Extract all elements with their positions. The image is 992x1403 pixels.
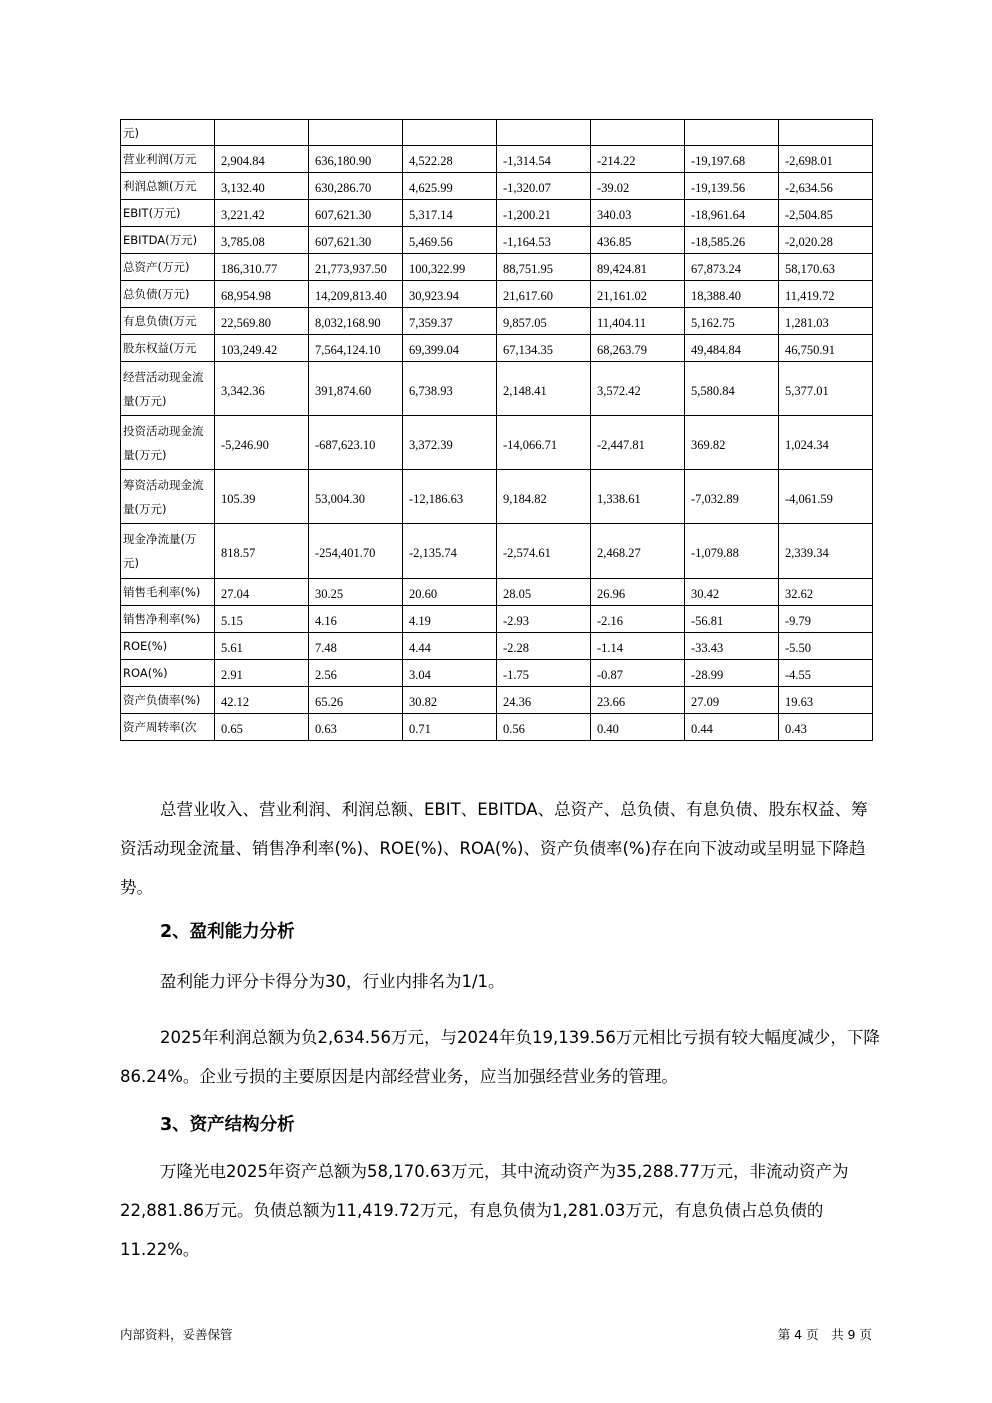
table-cell: 27.04 [215, 579, 309, 606]
table-cell: -4.55 [779, 660, 873, 687]
table-cell: 1,281.03 [779, 308, 873, 335]
section-3-heading: 3、资产结构分析 [160, 1115, 295, 1135]
row-label: 资产负债率(%) [121, 687, 215, 714]
table-cell: -2,447.81 [591, 416, 685, 470]
table-cell: 0.43 [779, 714, 873, 741]
table-cell: 1,338.61 [591, 470, 685, 524]
table-cell: 21,161.02 [591, 281, 685, 308]
table-row [121, 362, 873, 416]
row-label: 销售净利率(%) [121, 606, 215, 633]
table-cell: 9,857.05 [497, 308, 591, 335]
table-cell: 607,621.30 [309, 227, 403, 254]
table-cell: 636,180.90 [309, 146, 403, 173]
row-label: 总资产(万元) [121, 254, 215, 281]
table-cell: 27.09 [685, 687, 779, 714]
table-cell: 3,132.40 [215, 173, 309, 200]
table-cell: 0.65 [215, 714, 309, 741]
table-row [121, 173, 873, 200]
table-cell: 8,032,168.90 [309, 308, 403, 335]
table-cell: 3,221.42 [215, 200, 309, 227]
table-row [121, 660, 873, 687]
table-cell: 2,904.84 [215, 146, 309, 173]
table-cell: 58,170.63 [779, 254, 873, 281]
table-cell: 28.05 [497, 579, 591, 606]
table-cell: 68,263.79 [591, 335, 685, 362]
section-2-paragraph-2: 2025年利润总额为负2,634.56万元，与2024年负19,139.56万元相比亏损有较大幅度减少，下降86.24%。企业亏损的主要原因是内部经营业务，应当加强经营业务的管理。 [120, 1028, 880, 1086]
table-row [121, 200, 873, 227]
table-cell: 5,469.56 [403, 227, 497, 254]
table-cell: -0.87 [591, 660, 685, 687]
table-cell: 103,249.42 [215, 335, 309, 362]
table-cell: 2.91 [215, 660, 309, 687]
table-cell: -1,320.07 [497, 173, 591, 200]
row-label: 总负债(万元) [121, 281, 215, 308]
table-cell: -254,401.70 [309, 524, 403, 579]
row-label: ROE(%) [121, 633, 215, 660]
table-cell: -5.50 [779, 633, 873, 660]
table-cell: 3.04 [403, 660, 497, 687]
table-cell: 53,004.30 [309, 470, 403, 524]
table-cell: 3,572.42 [591, 362, 685, 416]
table-cell: -2,135.74 [403, 524, 497, 579]
table-cell: 65.26 [309, 687, 403, 714]
table-cell: 7,564,124.10 [309, 335, 403, 362]
table-cell: -1,314.54 [497, 146, 591, 173]
table-cell [403, 120, 497, 146]
table-cell: 69,399.04 [403, 335, 497, 362]
table-cell: 7.48 [309, 633, 403, 660]
table-cell: 0.44 [685, 714, 779, 741]
table-cell: 4,522.28 [403, 146, 497, 173]
row-label: 现金净流量(万元) [121, 524, 215, 579]
table-cell: 5,377.01 [779, 362, 873, 416]
table-cell: 24.36 [497, 687, 591, 714]
table-cell: -2,574.61 [497, 524, 591, 579]
table-cell: 21,773,937.50 [309, 254, 403, 281]
table-cell: 68,954.98 [215, 281, 309, 308]
row-label: EBIT(万元) [121, 200, 215, 227]
table-cell: 100,322.99 [403, 254, 497, 281]
table-cell: 14,209,813.40 [309, 281, 403, 308]
footer-confidential: 内部资料，妥善保管 [120, 1327, 233, 1342]
table-cell: 3,372.39 [403, 416, 497, 470]
table-row [121, 633, 873, 660]
table-cell: -19,139.56 [685, 173, 779, 200]
table-cell: 32.62 [779, 579, 873, 606]
table-row [121, 335, 873, 362]
table-cell: 369.82 [685, 416, 779, 470]
table-cell: 9,184.82 [497, 470, 591, 524]
table-cell: 23.66 [591, 687, 685, 714]
table-cell [309, 120, 403, 146]
table-cell: 18,388.40 [685, 281, 779, 308]
row-label: 有息负债(万元 [121, 308, 215, 335]
table-cell: -2.16 [591, 606, 685, 633]
row-label: 营业利润(万元 [121, 146, 215, 173]
row-label: 资产周转率(次 [121, 714, 215, 741]
table-cell: 42.12 [215, 687, 309, 714]
table-cell [685, 120, 779, 146]
table-cell: 7,359.37 [403, 308, 497, 335]
table-cell: -2.28 [497, 633, 591, 660]
table-cell: 30.82 [403, 687, 497, 714]
table-cell: 6,738.93 [403, 362, 497, 416]
table-cell: -2,698.01 [779, 146, 873, 173]
row-label: 投资活动现金流量(万元) [121, 416, 215, 470]
table-cell: -5,246.90 [215, 416, 309, 470]
table-cell: -1.75 [497, 660, 591, 687]
table-cell: -2,020.28 [779, 227, 873, 254]
table-cell: -1,079.88 [685, 524, 779, 579]
table-cell: 340.03 [591, 200, 685, 227]
table-cell [215, 120, 309, 146]
financial-table [120, 119, 873, 741]
row-label: 销售毛利率(%) [121, 579, 215, 606]
table-cell: 5.15 [215, 606, 309, 633]
table-cell: 818.57 [215, 524, 309, 579]
table-cell: 22,569.80 [215, 308, 309, 335]
summary-paragraph: 总营业收入、营业利润、利润总额、EBIT、EBITDA、总资产、总负债、有息负债、股东权益、筹资活动现金流量、销售净利率(%)、ROE(%)、ROA(%)、资产负债率(%)存在向下波动或呈明显下降趋势。 [120, 800, 868, 897]
table-cell: -9.79 [779, 606, 873, 633]
row-label: EBITDA(万元) [121, 227, 215, 254]
table-cell: 391,874.60 [309, 362, 403, 416]
row-label: 经营活动现金流量(万元) [121, 362, 215, 416]
row-label: 股东权益(万元 [121, 335, 215, 362]
table-row [121, 524, 873, 579]
table-row [121, 146, 873, 173]
table-cell: 4.16 [309, 606, 403, 633]
table-row [121, 227, 873, 254]
table-cell: 4.19 [403, 606, 497, 633]
table-cell: 30,923.94 [403, 281, 497, 308]
table-row [121, 714, 873, 741]
table-cell: -18,961.64 [685, 200, 779, 227]
table-cell: 607,621.30 [309, 200, 403, 227]
table-row [121, 687, 873, 714]
table-cell: 2.56 [309, 660, 403, 687]
table-cell: 0.56 [497, 714, 591, 741]
table-row [121, 120, 873, 146]
row-label: 筹资活动现金流量(万元) [121, 470, 215, 524]
table-cell: -2,504.85 [779, 200, 873, 227]
table-cell: 11,404.11 [591, 308, 685, 335]
table-cell: 20.60 [403, 579, 497, 606]
table-cell: 19.63 [779, 687, 873, 714]
table-cell: 630,286.70 [309, 173, 403, 200]
table-cell: -33.43 [685, 633, 779, 660]
table-cell: 5.61 [215, 633, 309, 660]
table-cell: 5,580.84 [685, 362, 779, 416]
section-2-paragraph-1: 盈利能力评分卡得分为30，行业内排名为1/1。 [160, 972, 505, 991]
table-cell: 46,750.91 [779, 335, 873, 362]
table-cell: 88,751.95 [497, 254, 591, 281]
row-label: 利润总额(万元 [121, 173, 215, 200]
table-cell: 89,424.81 [591, 254, 685, 281]
table-body [121, 120, 873, 741]
table-cell: 67,134.35 [497, 335, 591, 362]
table-cell: 67,873.24 [685, 254, 779, 281]
table-row [121, 254, 873, 281]
table-cell: -2.93 [497, 606, 591, 633]
table-cell: 0.71 [403, 714, 497, 741]
section-3-paragraph-1: 万隆光电2025年资产总额为58,170.63万元，其中流动资产为35,288.77万元，非流动资产为22,881.86万元。负债总额为11,419.72万元，有息负债为1,281.03万元，有息负债占总负债的11.22%。 [120, 1162, 849, 1259]
table-cell: -1,164.53 [497, 227, 591, 254]
table-row [121, 579, 873, 606]
table-cell: 2,468.27 [591, 524, 685, 579]
table-cell: 4,625.99 [403, 173, 497, 200]
table-row [121, 281, 873, 308]
table-cell: 30.25 [309, 579, 403, 606]
table-cell [497, 120, 591, 146]
table-cell: -39.02 [591, 173, 685, 200]
table-cell: 26.96 [591, 579, 685, 606]
table-cell: 5,317.14 [403, 200, 497, 227]
table-cell: -7,032.89 [685, 470, 779, 524]
footer-page-number: 第 4 页 共 9 页 [777, 1327, 872, 1342]
table-cell: -687,623.10 [309, 416, 403, 470]
table-cell: -1,200.21 [497, 200, 591, 227]
table-row [121, 308, 873, 335]
row-label: ROA(%) [121, 660, 215, 687]
table-cell: -1.14 [591, 633, 685, 660]
table-cell: -14,066.71 [497, 416, 591, 470]
table-cell: 0.40 [591, 714, 685, 741]
table-cell: 21,617.60 [497, 281, 591, 308]
table-cell: 436.85 [591, 227, 685, 254]
table-cell: 2,148.41 [497, 362, 591, 416]
table-cell: 0.63 [309, 714, 403, 741]
table-cell: -4,061.59 [779, 470, 873, 524]
table-cell [779, 120, 873, 146]
table-cell: 30.42 [685, 579, 779, 606]
table-cell: 49,484.84 [685, 335, 779, 362]
table-cell: 11,419.72 [779, 281, 873, 308]
table-cell: 5,162.75 [685, 308, 779, 335]
table-cell: 2,339.34 [779, 524, 873, 579]
table-cell: 3,342.36 [215, 362, 309, 416]
table-cell: -56.81 [685, 606, 779, 633]
table-cell [591, 120, 685, 146]
table-row [121, 606, 873, 633]
table-cell: -2,634.56 [779, 173, 873, 200]
table-row [121, 416, 873, 470]
table-cell: -214.22 [591, 146, 685, 173]
table-cell: -18,585.26 [685, 227, 779, 254]
table-cell: 105.39 [215, 470, 309, 524]
table-cell: 4.44 [403, 633, 497, 660]
table-cell: -28.99 [685, 660, 779, 687]
table-row [121, 470, 873, 524]
table-cell: 186,310.77 [215, 254, 309, 281]
table-cell: 1,024.34 [779, 416, 873, 470]
table-cell: -12,186.63 [403, 470, 497, 524]
table-cell: -19,197.68 [685, 146, 779, 173]
table-cell: 3,785.08 [215, 227, 309, 254]
row-label: 元) [121, 120, 215, 146]
section-2-heading: 2、盈利能力分析 [160, 922, 295, 942]
